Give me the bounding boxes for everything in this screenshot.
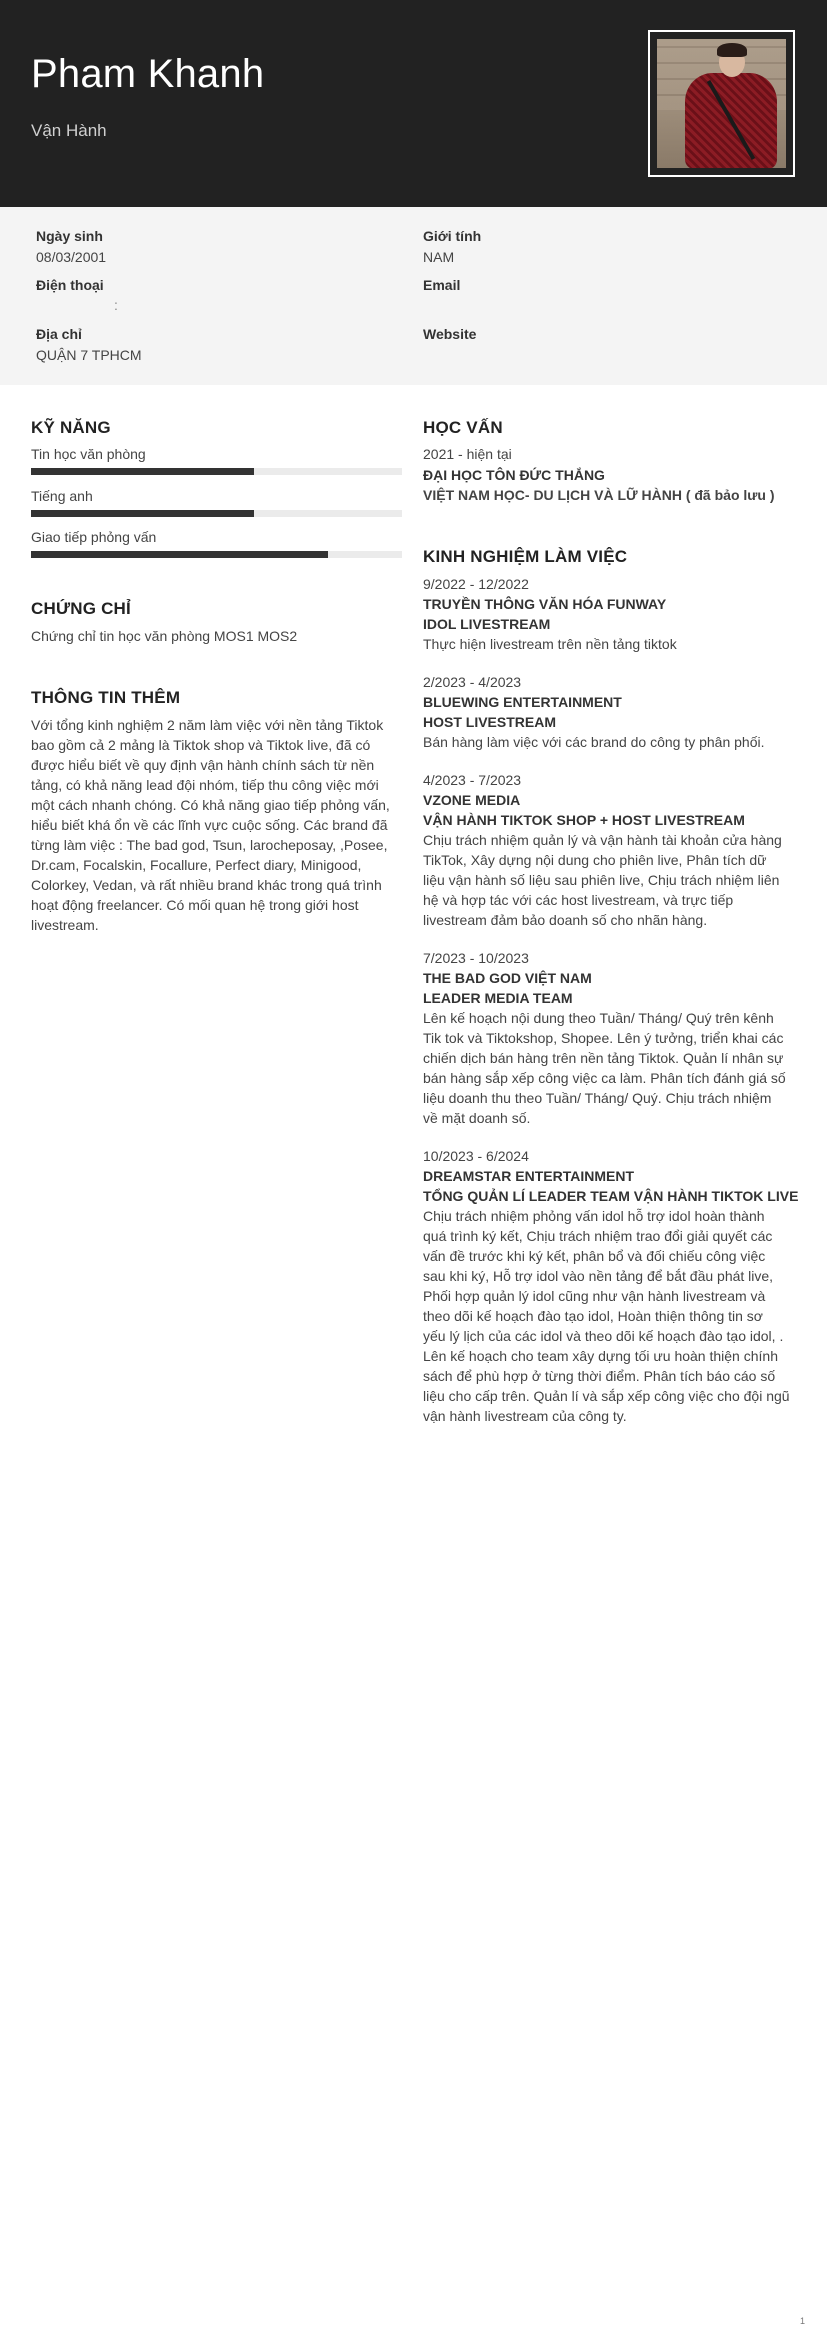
experience-description-line: Thực hiện livestream trên nền tảng tiktok <box>423 636 677 652</box>
more-info-line: hoạt động freelancer. Có mối quan hệ trong giới host <box>31 897 359 913</box>
experience-list <box>423 574 813 1426</box>
skill-name: Tiếng anh <box>31 488 93 504</box>
experience-description-line: liệu vận hành số liệu sau phiên live, Chịu trách nhiệm liên <box>423 872 780 888</box>
certificate-text: Chứng chỉ tin học văn phòng MOS1 MOS2 <box>31 628 298 644</box>
experience-position: IDOL LIVESTREAM <box>423 616 551 632</box>
experience-company: THE BAD GOD VIỆT NAM <box>423 970 592 986</box>
profile-photo-frame <box>648 30 795 177</box>
experience-company: VZONE MEDIA <box>423 792 521 808</box>
more-info-text <box>31 715 411 935</box>
candidate-name: Pham Khanh <box>31 52 265 96</box>
skill-name: Giao tiếp phỏng vấn <box>31 529 157 545</box>
experience-description-line: livestream đảm bảo doanh số cho nhãn hàng. <box>423 912 708 928</box>
more-info-line: một cách nhanh chóng. Có khả năng giao tiếp phỏng vấn, <box>31 797 390 813</box>
experience-company: DREAMSTAR ENTERTAINMENT <box>423 1168 635 1184</box>
experience-position: LEADER MEDIA TEAM <box>423 990 573 1006</box>
experience-period: 9/2022 - 12/2022 <box>423 576 529 592</box>
experience-description-line: vận hành livestream của công ty. <box>423 1408 627 1424</box>
experience-description-line: Phối hợp quản lý idol cũng như vận hành livestream và <box>423 1288 766 1304</box>
certificates-title: CHỨNG CHỈ <box>31 599 131 618</box>
phone-value: : <box>114 297 118 313</box>
experience-position: TỔNG QUẢN LÍ LEADER TEAM VẬN HÀNH TIKTOK LIVE <box>423 1188 799 1204</box>
skill-bar <box>31 468 402 475</box>
experience-item <box>423 948 813 1128</box>
experience-item <box>423 770 813 930</box>
more-info-line: được hiểu biết về quy định vận hành chính sách từ nền <box>31 757 375 773</box>
skills-title: KỸ NĂNG <box>31 418 111 437</box>
experience-description-line: Chịu trách nhiệm quản lý và vận hành tài khoản cửa hàng <box>423 832 782 848</box>
experience-item <box>423 574 813 654</box>
more-info-line: tảng, có khả năng lead đội nhóm, tiếp thu công việc mới <box>31 777 379 793</box>
more-info-line: livestream. <box>31 917 99 933</box>
skill-bar <box>31 551 402 558</box>
experience-description-line: quá trình ký kết, Chịu trách nhiệm trao đổi giải quyết các <box>423 1228 773 1244</box>
experience-description-line: yếu lý lịch của các idol và theo dõi kế hoạch đào tạo idol, . <box>423 1328 784 1344</box>
more-info-title: THÔNG TIN THÊM <box>31 688 181 707</box>
experience-description-line: theo dõi kế hoạch đào tạo idol, Hoàn thiện thông tin sơ <box>423 1308 763 1324</box>
education-major: VIỆT NAM HỌC- DU LỊCH VÀ LỮ HÀNH ( đã bảo lưu ) <box>423 487 775 503</box>
address-label: Địa chỉ <box>36 326 82 342</box>
education-period: 2021 - hiện tại <box>423 446 512 462</box>
education-title: HỌC VẤN <box>423 418 503 437</box>
profile-photo <box>657 39 786 168</box>
skill-name: Tin học văn phòng <box>31 446 146 462</box>
experience-period: 10/2023 - 6/2024 <box>423 1148 529 1164</box>
experience-description-line: hệ và hợp tác với các host livestream, và trực tiếp <box>423 892 734 908</box>
experience-company: TRUYỀN THÔNG VĂN HÓA FUNWAY <box>423 596 667 612</box>
more-info-line: bao gồm cả 2 mảng là Tiktok shop và Tiktok live, đã có <box>31 737 371 753</box>
experience-description-line: chiến dịch bán hàng trên nền tảng Tiktok. Quản lí nhân sự <box>423 1050 784 1066</box>
more-info-line: Dr.cam, Focalskin, Focallure, Perfect diary, Minigood, <box>31 857 362 873</box>
experience-description-line: Chịu trách nhiệm phỏng vấn idol hỗ trợ idol hoàn thành <box>423 1208 765 1224</box>
experience-item <box>423 672 813 752</box>
experience-description-line: Tik tok và Tiktokshop, Shopee. Lên ý tưởng, triển khai các <box>423 1030 784 1046</box>
education-school: ĐẠI HỌC TÔN ĐỨC THẮNG <box>423 467 605 483</box>
experience-company: BLUEWING ENTERTAINMENT <box>423 694 622 710</box>
more-info-line: Colorkey, Vedan, và rất nhiều brand khác trong quá trình <box>31 877 382 893</box>
dob-label: Ngày sinh <box>36 228 103 244</box>
more-info-line: hiểu biết khá ổn về các lĩnh vực cuộc sống. Các brand đã <box>31 817 388 833</box>
candidate-role: Vận Hành <box>31 121 107 140</box>
experience-description-line: Lên kế hoạch cho team xây dựng tối ưu hoàn thiện chính <box>423 1348 778 1364</box>
page-number: 1 <box>800 2316 806 2326</box>
skill-bar-fill <box>31 468 254 475</box>
experience-description-line: sách để phù hợp ở từng thời điểm. Phân tích báo cáo số <box>423 1368 776 1384</box>
experience-description-line: sau khi ký, Hỗ trợ idol vào nền tảng để bắt đầu phát live, <box>423 1268 774 1284</box>
experience-description-line: liệu cho cấp trên. Quản lí và sắp xếp công việc cho đội ngũ <box>423 1388 790 1404</box>
experience-description-line: Lên kế hoạch nội dung theo Tuần/ Tháng/ Quý trên kênh <box>423 1010 774 1026</box>
skill-bar-fill <box>31 551 328 558</box>
skill-bar-fill <box>31 510 254 517</box>
dob-value: 08/03/2001 <box>36 249 107 265</box>
experience-description-line: TikTok, Xây dựng nội dung cho phiên live, Phân tích dữ <box>423 852 767 868</box>
header-banner <box>0 0 827 207</box>
more-info-line: Với tổng kinh nghiệm 2 năm làm việc với nền tảng Tiktok <box>31 717 384 733</box>
experience-title: KINH NGHIỆM LÀM VIỆC <box>423 547 628 566</box>
gender-label: Giới tính <box>423 228 482 244</box>
email-label: Email <box>423 277 461 293</box>
more-info-line: từng làm việc : The bad god, Tsun, larocheposay, ,Posee, <box>31 837 388 853</box>
experience-description-line: Bán hàng làm việc với các brand do công ty phân phối. <box>423 734 765 750</box>
personal-info-panel <box>0 207 827 385</box>
experience-description-line: vấn đề trước khi ký kết, phân bổ và đối chiếu công việc <box>423 1248 766 1264</box>
experience-description-line: bán hàng sắp xếp công việc ca làm. Phân tích đánh giá số <box>423 1070 786 1086</box>
experience-description-line: liệu doanh thu theo Tuần/ Tháng/ Quý. Chịu trách nhiệm <box>423 1090 772 1106</box>
phone-label: Điện thoại <box>36 277 104 293</box>
website-label: Website <box>423 326 477 342</box>
experience-position: HOST LIVESTREAM <box>423 714 557 730</box>
experience-period: 7/2023 - 10/2023 <box>423 950 529 966</box>
experience-position: VẬN HÀNH TIKTOK SHOP + HOST LIVESTREAM <box>423 812 745 828</box>
experience-description-line: về mặt doanh số. <box>423 1110 531 1126</box>
gender-value: NAM <box>423 249 455 265</box>
experience-period: 4/2023 - 7/2023 <box>423 772 522 788</box>
experience-item <box>423 1146 813 1426</box>
skill-bar <box>31 510 402 517</box>
address-value: QUẬN 7 TPHCM <box>36 347 142 363</box>
experience-period: 2/2023 - 4/2023 <box>423 674 522 690</box>
